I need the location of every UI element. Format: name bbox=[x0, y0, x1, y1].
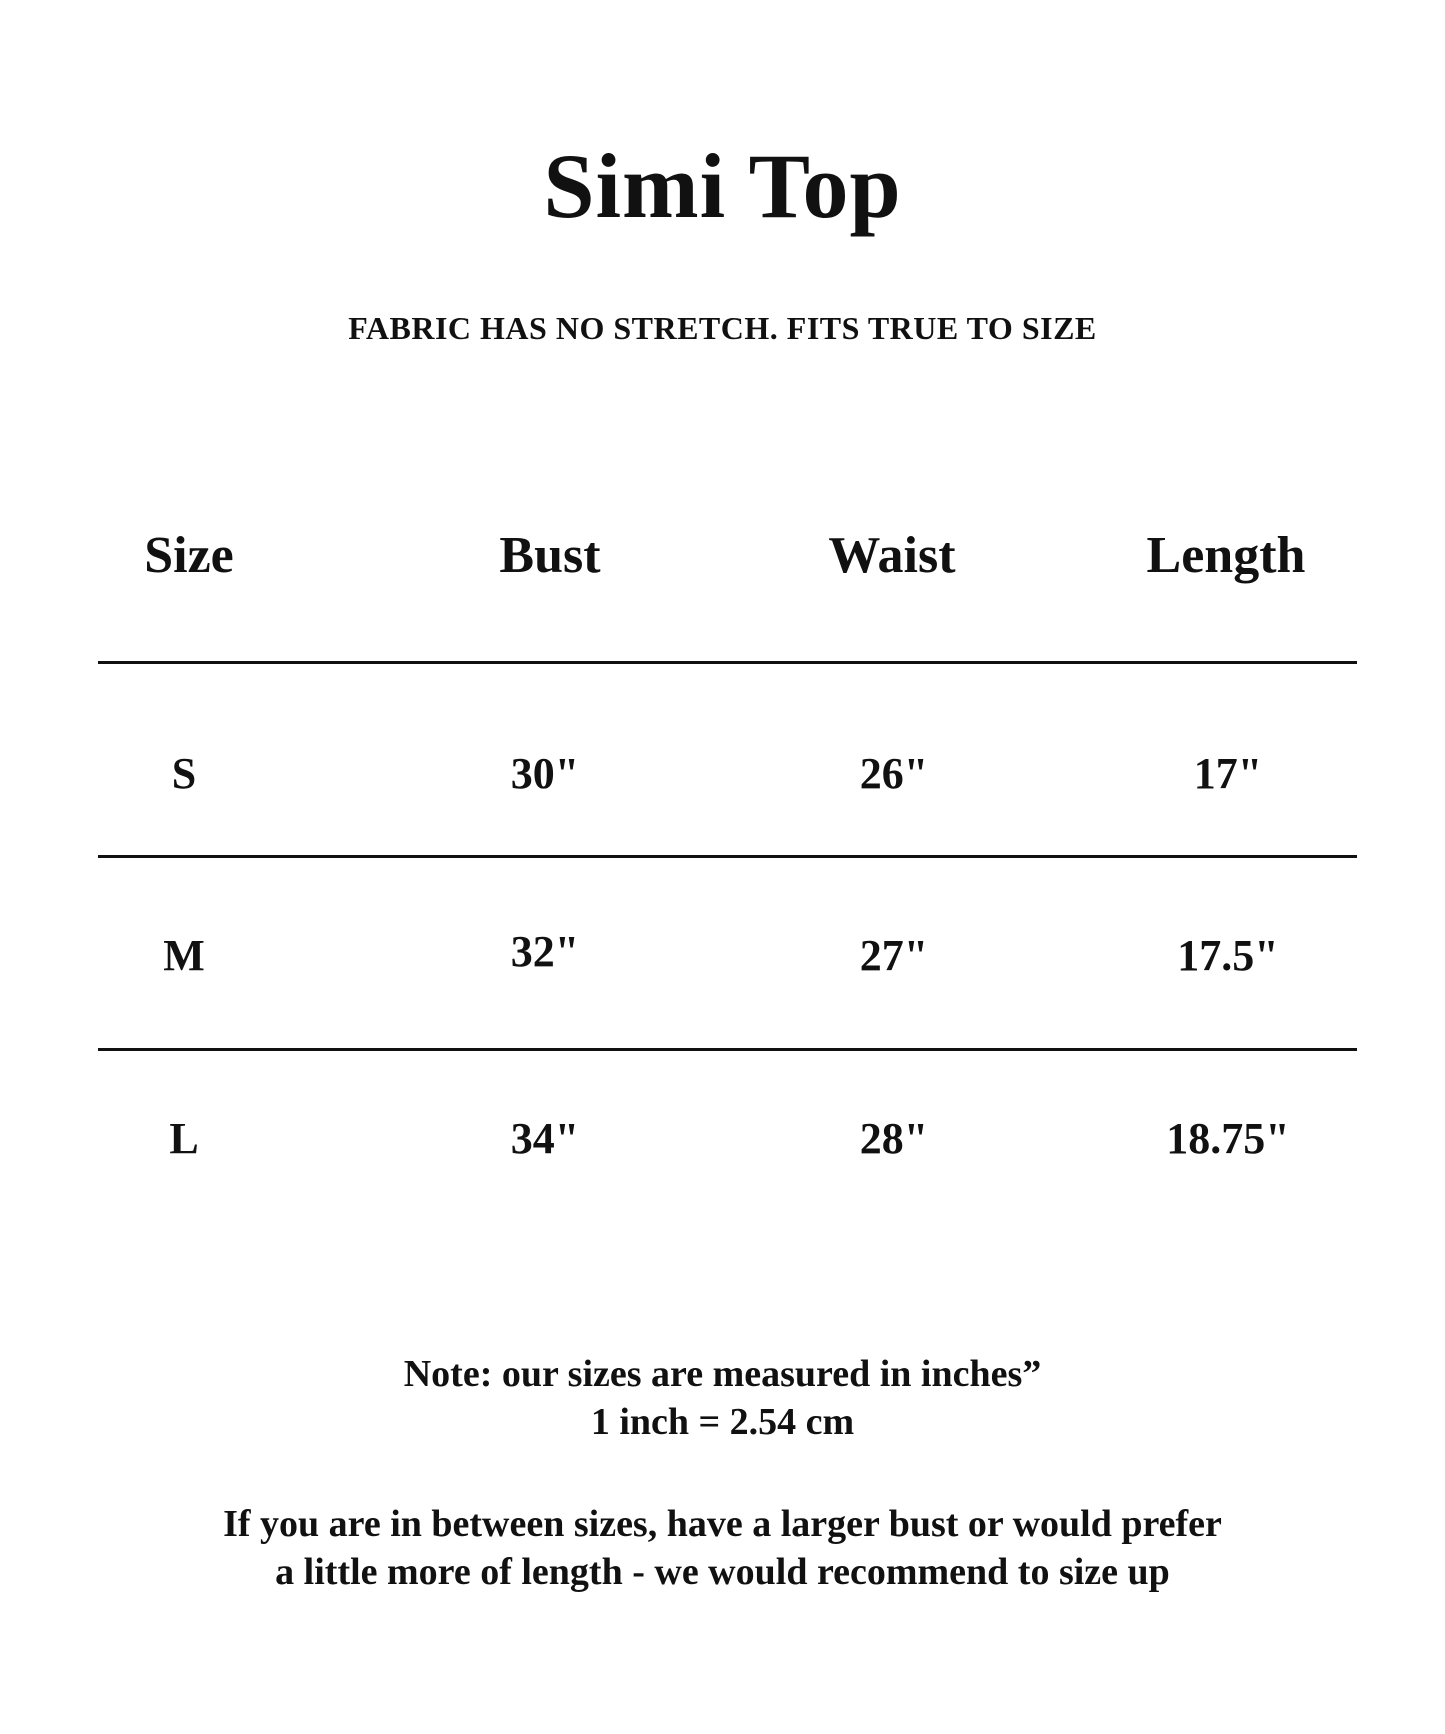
row-l-waist: 28" bbox=[859, 1114, 929, 1163]
measurement-note-line-2: 1 inch = 2.54 cm bbox=[590, 1401, 855, 1443]
row-s-length: 17" bbox=[1193, 749, 1263, 798]
page-title: Simi Top bbox=[543, 135, 902, 237]
row-m-size: M bbox=[163, 931, 205, 980]
header-length: Length bbox=[1146, 527, 1306, 584]
row-m-waist: 27" bbox=[859, 931, 929, 980]
row-l-size: L bbox=[169, 1114, 199, 1163]
row-s-waist: 26" bbox=[859, 749, 929, 798]
row-m-length: 17.5" bbox=[1177, 931, 1279, 980]
fit-subtitle: FABRIC HAS NO STRETCH. FITS TRUE TO SIZE bbox=[348, 310, 1097, 346]
row-s-size: S bbox=[171, 749, 197, 798]
row-divider bbox=[98, 855, 1357, 858]
header-bust: Bust bbox=[499, 527, 601, 584]
measurement-note bbox=[0, 1350, 1445, 1446]
row-l-length: 18.75" bbox=[1166, 1114, 1290, 1163]
sizing-advice-line-2: a little more of length - we would recommend to size up bbox=[275, 1551, 1170, 1593]
row-s-bust: 30" bbox=[510, 749, 580, 798]
header-divider bbox=[98, 661, 1357, 664]
row-m-bust: 32" bbox=[510, 927, 580, 976]
header-size: Size bbox=[144, 527, 234, 584]
sizing-advice bbox=[0, 1500, 1445, 1596]
row-divider bbox=[98, 1048, 1357, 1051]
row-l-bust: 34" bbox=[510, 1114, 580, 1163]
measurement-note-line-1: Note: our sizes are measured in inches” bbox=[403, 1353, 1042, 1395]
sizing-advice-line-1: If you are in between sizes, have a larger bust or would prefer bbox=[223, 1503, 1222, 1545]
header-waist: Waist bbox=[828, 527, 956, 584]
